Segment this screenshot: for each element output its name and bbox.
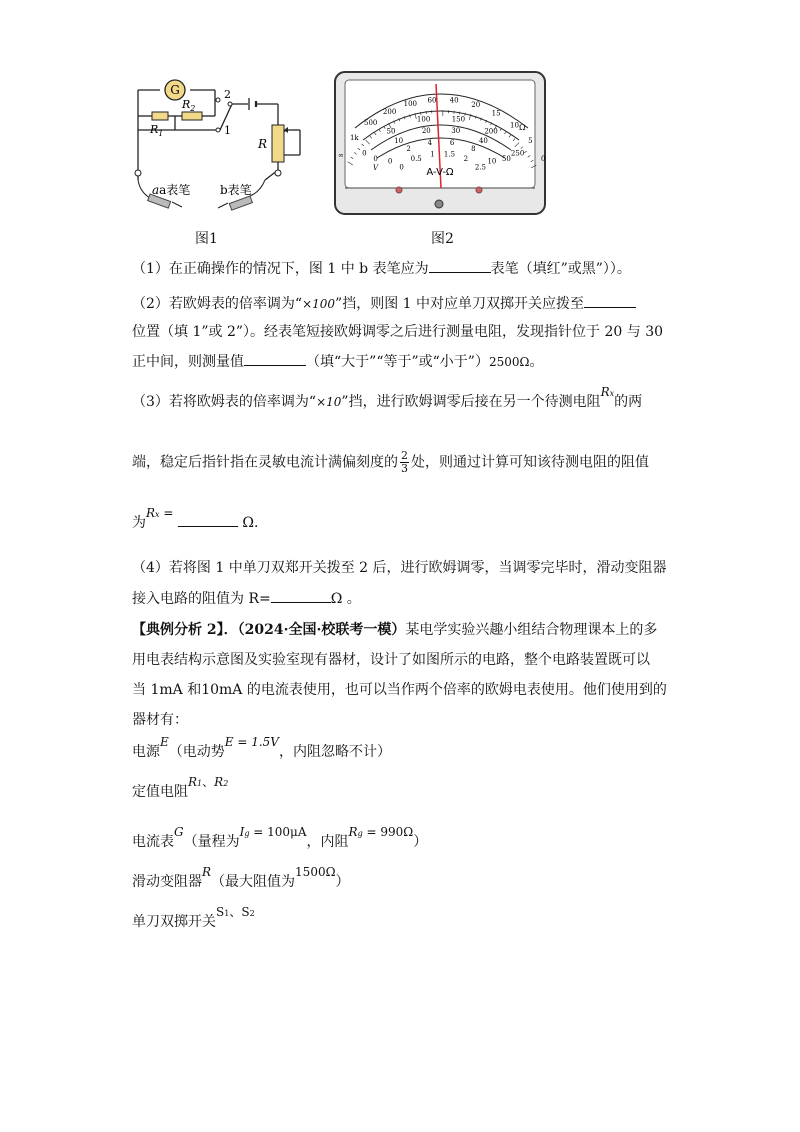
- example-2-line-1: 【典例分析 2】．（2024·全国·校联考一模）某电学实验兴趣小组结合物理课本上的多: [132, 622, 658, 638]
- question-2-line-2: 位置（填 1”或 2”）。经表笔短接欧姆调零之后进行测量电阻，发现指针位于 20 与 30: [132, 324, 664, 340]
- ohm-tick-label-8: 15: [491, 109, 501, 118]
- question-2-line-3: 正中间，则测量值 （填“大于”“等于”或“小于”）2500Ω。: [132, 351, 543, 372]
- scale2-label-5: 250: [510, 149, 525, 158]
- question-3-line-1: （3）若将欧姆表的倍率调为“×10”挡，进行欧姆调零后接在另一个待测电阻Rx的两: [132, 385, 643, 410]
- scale3-label-2: 20: [421, 127, 431, 136]
- ohm-tick-label-1: 1k: [349, 133, 359, 142]
- scale3-label-3: 30: [451, 127, 461, 136]
- figure-2-caption: 图2: [431, 231, 454, 247]
- answer-blank-q4[interactable]: [271, 588, 331, 603]
- scale4-label-3: 6: [449, 138, 455, 147]
- answer-blank-q1[interactable]: [429, 258, 491, 273]
- question-3-line-3: 为Rx = Ω.: [132, 506, 259, 531]
- ohm-tick-label-2: 500: [364, 119, 378, 128]
- scale4-label-1: 2: [406, 145, 411, 154]
- zero-adjust-knob-icon[interactable]: [435, 200, 443, 208]
- rheostat-label: R: [258, 137, 268, 151]
- ohm-unit-label: Ω: [519, 123, 526, 132]
- switch-pos-2-label: 2: [224, 88, 231, 101]
- probe-b-label: b表笔: [220, 183, 252, 197]
- scale3-label-0: 0: [373, 155, 378, 164]
- item-power-source: 电源E（电动势E = 1.5V，内阻忽略不计）: [132, 735, 391, 760]
- example-2-line-2: 用电表结构示意图及实验室现有器材，设计了如图所示的电路，整个电路装置既可以: [132, 652, 650, 668]
- question-2-line-1: （2）若欧姆表的倍率调为“×100”挡，则图 1 中对应单刀双掷开关应拨至: [132, 293, 636, 314]
- item-switch: 单刀双掷开关S1、S2: [132, 905, 255, 930]
- scale4-label-0: 0: [387, 157, 393, 166]
- resistor-r2-icon: [182, 112, 202, 120]
- question-3-line-2: 端，稳定后指针指在灵敏电流计满偏刻度的 $\frac{2}{3}$ 处，则通过计算可知该待测电阻的阻值: [132, 449, 649, 475]
- probe-a-label: aa表笔: [152, 183, 191, 197]
- scale3-label-5: 50: [501, 155, 511, 164]
- scale5-label-2: 1: [430, 150, 435, 159]
- scale4-label-2: 4: [427, 138, 433, 147]
- resistor-r1-icon: [152, 112, 168, 120]
- scale2-label-2: 100: [416, 115, 431, 124]
- item-resistors: 定值电阻R1、R2: [132, 775, 229, 800]
- scale2-label-4: 200: [484, 127, 498, 136]
- dial-label: A-V-Ω: [426, 167, 454, 178]
- scale4-label-4: 8: [471, 145, 476, 154]
- ohm-tick-label-3: 200: [382, 107, 397, 116]
- scale2-label-3: 150: [451, 115, 466, 124]
- scale5-label-0: 0: [399, 163, 404, 172]
- question-1: （1）在正确操作的情况下，图 1 中 b 表笔应为 表笔（填红”或黑”））。: [132, 258, 631, 279]
- galvanometer-label: G: [170, 83, 180, 97]
- scale5-label-1: 0.5: [410, 155, 422, 163]
- answer-blank-q2-compare[interactable]: [244, 351, 306, 366]
- switch-pos-1-label: 1: [224, 124, 231, 137]
- ohm-tick-label-7: 20: [471, 101, 481, 110]
- v-mark-label: V: [373, 164, 379, 172]
- ohm-tick-label-10: 5: [528, 137, 533, 145]
- scale3-label-1: 10: [394, 136, 404, 145]
- figure-1-circuit: [120, 70, 320, 220]
- ohm-tick-label-11: 0: [540, 155, 546, 163]
- scale2-label-0: 0: [362, 149, 367, 158]
- ohm-tick-label-6: 40: [449, 96, 459, 105]
- item-rheostat: 滑动变阻器R（最大阻值为1500Ω）: [132, 865, 350, 890]
- ohm-tick-label-0: ∞: [337, 151, 344, 160]
- r2-label: $R_2$: [182, 98, 196, 113]
- figure-2-multimeter-dial: [333, 70, 547, 216]
- answer-blank-q3[interactable]: [178, 512, 238, 527]
- scale5-label-4: 2: [463, 155, 469, 163]
- scale2-label-1: 50: [386, 127, 396, 136]
- ohm-tick-label-9: 10: [510, 121, 519, 130]
- r1-label: $R_1$: [150, 123, 164, 138]
- figure-1-caption: 图1: [195, 231, 218, 247]
- ohm-tick-label-5: 60: [427, 96, 437, 105]
- fraction-two-thirds: $\frac{2}{3}$: [401, 449, 408, 475]
- example-2-line-4: 器材有：: [132, 712, 188, 728]
- example-2-line-3: 当 1mA 和10mA 的电流表使用，也可以当作两个倍率的欧姆电表使用。他们使用到的: [132, 682, 667, 698]
- scale3-label-4: 40: [478, 136, 488, 145]
- question-4-line-1: （4）若将图 1 中单刀双郑开关拨至 2 后，进行欧姆调零，当调零完毕时，滑动变阻器: [132, 560, 667, 576]
- scale4-label-5: 10: [487, 157, 497, 166]
- rheostat-icon: [272, 125, 284, 162]
- scale5-label-5: 2.5: [474, 163, 486, 172]
- question-4-line-2: 接入电路的阻值为 R= Ω 。: [132, 588, 361, 609]
- answer-blank-q2-position[interactable]: [584, 293, 636, 308]
- scale5-label-3: 1.5: [443, 150, 456, 159]
- item-ammeter: 电流表G（量程为Ig = 100μA，内阻Rg = 990Ω）: [132, 825, 428, 850]
- ohm-tick-label-4: 100: [403, 100, 417, 109]
